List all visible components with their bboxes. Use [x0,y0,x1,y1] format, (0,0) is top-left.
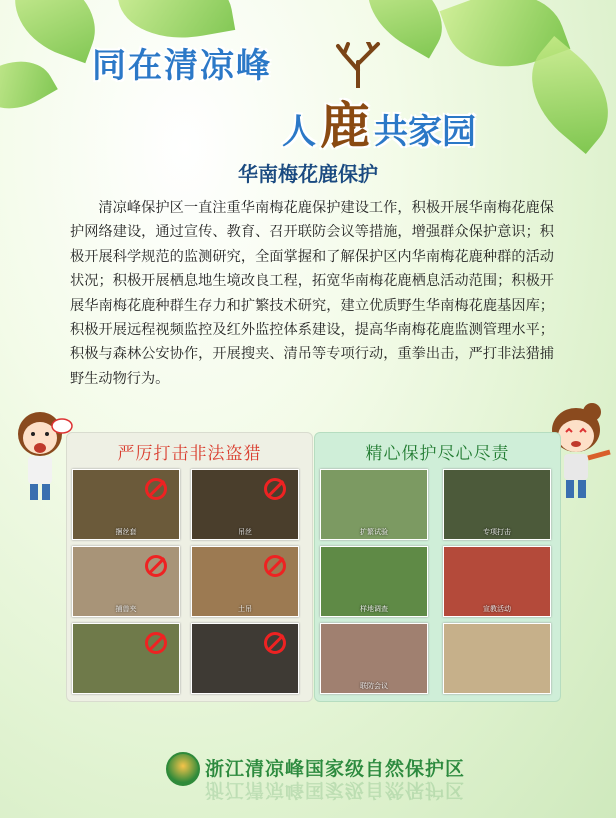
photo-caption: 联防会议 [360,682,388,690]
photo-activity-4 [443,546,551,617]
photo-activity-3 [320,546,428,617]
photo-trap-4 [191,546,299,617]
antler-icon [328,42,388,88]
footer-reflection: 浙江清凉峰国家级自然保护区 [205,779,466,801]
title-ren: 人 [282,112,316,152]
footer-org-name: 浙江清凉峰国家级自然保护区 [205,758,466,780]
photo-caption: 样地调查 [360,605,388,613]
photo-caption: 扩繁试验 [360,528,388,536]
prohibited-icon [264,555,286,577]
anti-poaching-panel-title: 严厉打击非法盗猎 [117,444,262,464]
photo-caption: 吊丝 [238,528,252,536]
prohibited-icon [145,632,167,654]
photo-trap-5 [72,623,180,694]
protection-panel-title: 精心保护尽心尽责 [365,444,510,464]
title-line-2 [282,86,476,158]
photo-activity-1 [320,469,428,540]
photo-activity-6 [443,623,551,694]
leaf-decoration [0,46,58,124]
prohibited-icon [264,478,286,500]
protection-panel [314,432,561,702]
prohibited-icon [264,632,286,654]
photo-trap-1 [72,469,180,540]
title-deer-char: 鹿 [320,97,370,155]
intro-paragraph: 清凉峰保护区一直注重华南梅花鹿保护建设工作，积极开展华南梅花鹿保护网络建设，通过宣传、教育、召开联防会议等措施，增强群众保护意识；积极开展科学规范的监测研究，全面掌握和了解保护区内华南梅花鹿种群的活动状况；积极开展栖息地生境改良工程，拓宽华南梅花鹿栖息活动范围；积极开展华南梅花鹿种群生存力和扩繁技术研究，建立优质野生华南梅花鹿基因库；积极开展远程视频监控及红外监控体系建设，提高华南梅花鹿监测管理水平；积极与森林公安协作，开展搜夹、清吊等专项行动，重拳出击，严打非法猎捕野生动物行为。 [70,200,554,387]
photo-trap-6 [191,623,299,694]
photo-caption: 捆丝套 [115,528,137,536]
photo-caption: 宣教活动 [483,605,511,613]
photo-activity-2 [443,469,551,540]
title-gongjiayuan: 共家园 [374,112,476,152]
title-line-1: 同在清凉峰 [92,46,272,86]
prohibited-icon [145,478,167,500]
photo-caption: 专项打击 [483,528,511,536]
photo-trap-2 [191,469,299,540]
photo-caption: 捕兽夹 [115,605,137,613]
section-heading: 华南梅花鹿保护 [238,162,378,186]
cartoon-girl-left-icon [12,404,74,504]
reserve-logo-icon [166,752,200,786]
prohibited-icon [145,555,167,577]
photo-caption: 土吊 [238,605,252,613]
photo-trap-3 [72,546,180,617]
photo-activity-5 [320,623,428,694]
anti-poaching-panel [66,432,313,702]
